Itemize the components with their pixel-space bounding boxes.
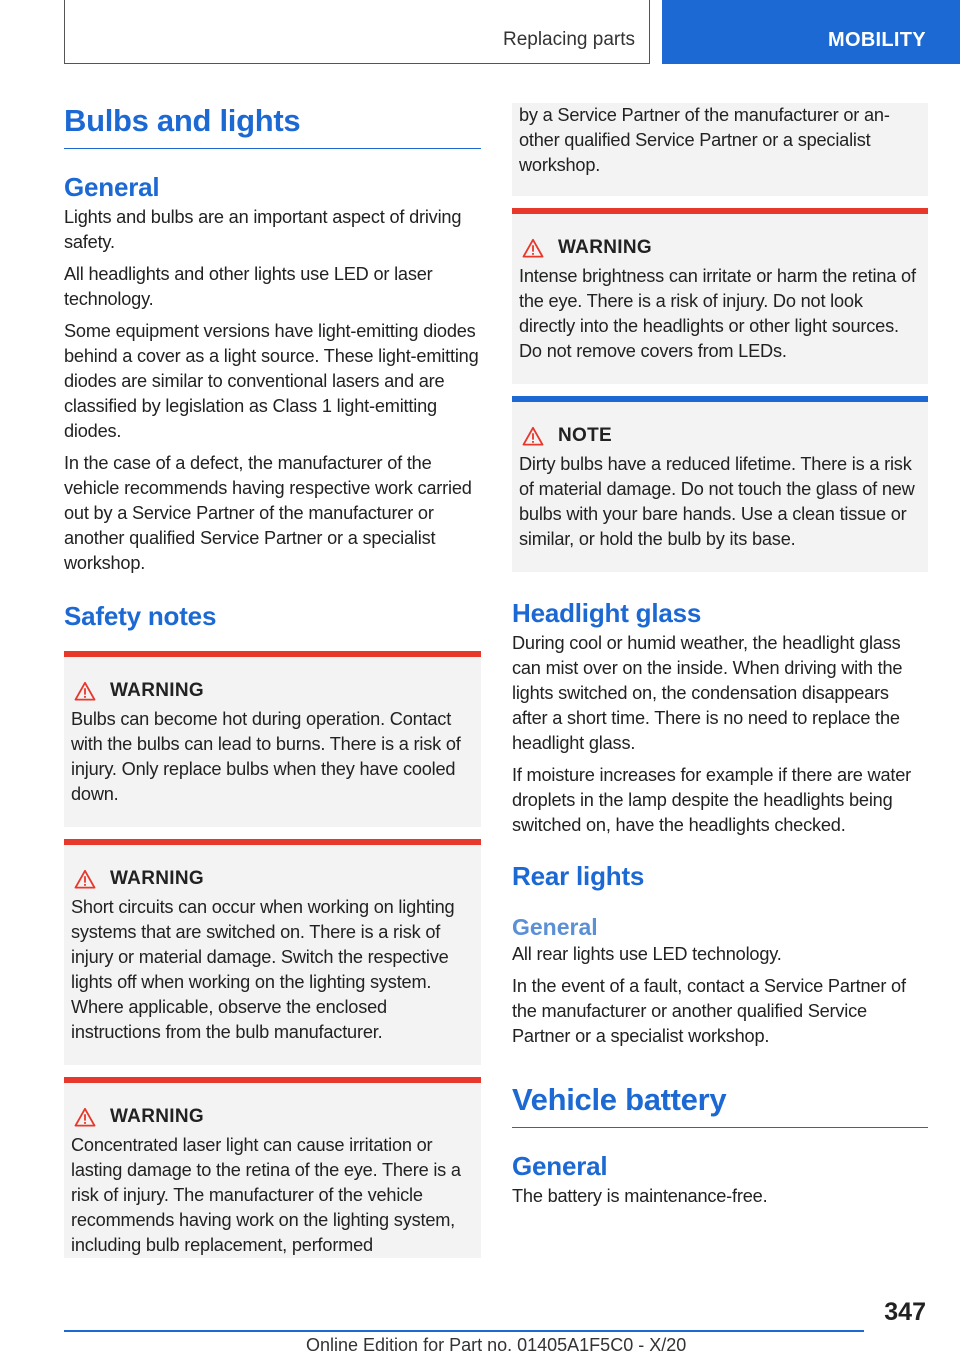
rear-general-heading: General — [512, 913, 598, 940]
general-section — [64, 205, 481, 576]
rear-section — [512, 942, 928, 1049]
header-chapter-label: MOBILITY — [828, 29, 926, 51]
warning-triangle-icon — [74, 681, 96, 701]
callout-title: WARNING — [110, 679, 204, 701]
header-section-title: Replacing parts — [502, 29, 635, 50]
rear-lights-heading: Rear lights — [512, 860, 645, 891]
callout-text: Bulbs can become hot during operation. Contact with the bulbs can lead to burns. There is a risk of injury. Only replace bulbs when they have cooled down. — [71, 708, 461, 804]
callout-text: Intense brightness can irritate or harm the retina of the eye. There is a risk of injury. Do not look directly into the headlights or other light sources. Do not remove covers from LEDs. — [519, 266, 916, 361]
callout-text: Dirty bulbs have a reduced lifetime. There is a risk of material damage. Do not touch the glass of new bulbs with your bare hands. Use a clean tissue or similar, or hold the bulb by its base. — [519, 454, 915, 549]
headlight-section — [512, 631, 928, 838]
callout-header — [519, 424, 922, 448]
header-section-box — [64, 0, 650, 64]
callout-title: WARNING — [110, 1105, 204, 1127]
callout-header — [71, 679, 475, 703]
warning-callout — [512, 208, 928, 384]
paragraph: The battery is maintenance-free. — [512, 1186, 768, 1207]
warning-triangle-icon — [522, 238, 544, 258]
left-column — [64, 100, 481, 1258]
callout-title: WARNING — [110, 867, 204, 889]
callout-text: by a Service Partner of the manufacturer or another qualified Service Partner or a specialist workshop. — [519, 105, 890, 175]
header-chapter-tab — [662, 0, 960, 64]
callout-header — [519, 236, 922, 260]
paragraph: Lights and bulbs are an important aspect of driving safety. — [64, 206, 462, 252]
paragraph: In the case of a defect, the manufacturer of the vehicle recommends having respective work carried out by a Service Partner of the manufacturer or another qualified Service Partner or a specialist workshop. — [64, 452, 472, 573]
vehicle-battery-title: Vehicle battery — [512, 1079, 928, 1128]
paragraph: All headlights and other lights use LED or laser technology. — [64, 263, 433, 309]
callout-title: WARNING — [558, 237, 652, 258]
warning-callout — [64, 839, 481, 1065]
callout-text: Short circuits can occur when working on lighting systems that are switched on. There is a risk of injury or material damage. Switch the respective lights off when working on the lighting system. Where applicable, observe the enclosed instructions from the bulb manufacturer. — [71, 896, 455, 1042]
footer-divider — [64, 1330, 864, 1332]
note-callout — [512, 396, 928, 572]
safety-notes-heading: Safety notes — [64, 600, 217, 631]
paragraph: Some equipment versions have light-emitting diodes behind a cover as a light source. These light-emitting diodes are similar to conventional lasers and are classified by legislation as Class 1 light-emitting diodes. — [64, 320, 479, 441]
callout-title: NOTE — [558, 425, 612, 446]
warning-callout-continued — [512, 103, 928, 196]
paragraph: All rear lights use LED technology. — [512, 944, 782, 965]
callout-header — [71, 1105, 475, 1129]
page-number: 347 — [884, 1298, 926, 1326]
paragraph: In the event of a fault, contact a Service Partner of the manufacturer or another qualified Service Partner or a specialist workshop. — [512, 976, 906, 1047]
warning-triangle-icon — [74, 869, 96, 889]
warning-triangle-icon — [74, 1107, 96, 1127]
right-column — [512, 100, 928, 1209]
paragraph: If moisture increases for example if there are water droplets in the lamp despite the headlights being switched on, have the headlights checked. — [512, 764, 911, 835]
battery-general-heading: General — [512, 1151, 608, 1182]
headlight-glass-heading: Headlight glass — [512, 598, 702, 628]
page-title: Bulbs and lights — [64, 100, 481, 149]
callout-text: Concentrated laser light can cause irritation or lasting damage to the retina of the eye. There is a risk of injury. The manufacturer of the vehicle recommends having work on the lighting system, including bulb replacement, performed — [71, 1134, 461, 1255]
warning-callout — [64, 1077, 481, 1258]
warning-callout — [64, 651, 481, 827]
general-heading: General — [64, 172, 160, 203]
warning-triangle-icon — [522, 426, 544, 446]
callout-header — [71, 867, 475, 891]
footer-edition: Online Edition for Part no. 01405A1F5C0 - X/20 — [306, 1335, 687, 1355]
paragraph: During cool or humid weather, the headlight glass can mist over on the inside. When driving with the lights switched on, the condensation disappears after a short time. There is no need to replace the headlight glass. — [512, 632, 903, 753]
